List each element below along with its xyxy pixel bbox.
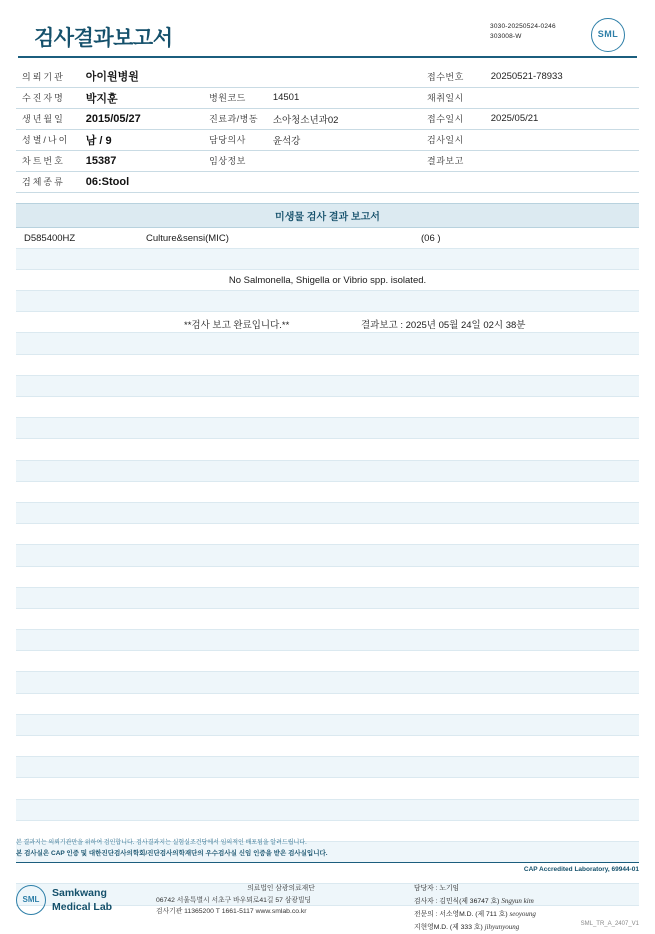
result-row-empty [16, 524, 639, 545]
result-row-empty [16, 715, 639, 736]
section-title-microbiology: 미생물 검사 결과 보고서 [16, 203, 639, 228]
result-row-empty [16, 609, 639, 630]
signature-label-4: 지현영M.D. (제 333 호) [414, 924, 483, 932]
signature-image-2: Sngyun kim [501, 897, 534, 906]
results-list [16, 228, 639, 906]
result-row-empty [16, 333, 639, 354]
label-patient-name: 수진자명 [16, 87, 80, 108]
value-department: 소아청소년과02 [267, 108, 421, 129]
result-row-empty [16, 588, 639, 609]
result-row-spacer-1 [16, 249, 639, 270]
result-row-empty [16, 651, 639, 672]
result-row-empty [16, 757, 639, 778]
value-hospital-code: 14501 [267, 87, 421, 108]
signature-label-2: 검사자 : [414, 898, 438, 906]
result-row-empty [16, 461, 639, 482]
signature-value-2: 김민식(제 36747 호) [439, 898, 500, 906]
label-sex-age: 성별/나이 [16, 129, 80, 150]
value-blank-2 [267, 171, 421, 192]
label-chart-number: 차트번호 [16, 150, 80, 171]
table-row [16, 171, 639, 192]
label-department: 진료과/병동 [203, 108, 267, 129]
result-row-empty [16, 355, 639, 376]
signature-row-3 [414, 908, 639, 921]
result-row-test [16, 228, 639, 249]
document-code-line-1: 3030-20250524-0246 [490, 23, 556, 30]
value-specimen-type: 06:Stool [80, 171, 203, 192]
result-row-empty [16, 800, 639, 821]
value-collection-time [485, 87, 639, 108]
signature-value-3: 서소영M.D. (제 711 호) [439, 911, 508, 919]
value-blank-3 [485, 171, 639, 192]
signature-image-3: seoyoung [509, 910, 536, 919]
label-specimen-type: 검체종류 [16, 171, 80, 192]
table-row [16, 66, 639, 87]
value-result-report [485, 150, 639, 171]
result-test-specimen: (06 ) [421, 232, 441, 244]
table-row [16, 87, 639, 108]
sml-logo-icon-footer [16, 885, 46, 915]
brand-line-2: Medical Lab [52, 900, 113, 913]
result-comment-text: No Salmonella, Shigella or Vibrio spp. isolated. [228, 274, 427, 286]
result-row-empty [16, 736, 639, 757]
sml-logo-icon [565, 18, 625, 48]
footer-logo [16, 881, 156, 917]
cap-accreditation-text: CAP Accredited Laboratory, 69944-01 [523, 866, 639, 874]
result-row-empty [16, 418, 639, 439]
label-blank-1 [203, 66, 267, 87]
label-result-report: 결과보고 [421, 150, 485, 171]
value-receipt-number: 20250521-78933 [485, 66, 639, 87]
result-row-comment [16, 270, 639, 291]
signature-label-3: 전문의 : [414, 911, 438, 919]
table-row [16, 150, 639, 171]
brand-line-1: Samkwang [52, 887, 107, 900]
value-patient-name: 박지훈 [80, 87, 203, 108]
result-row-empty [16, 397, 639, 418]
footer-address-line-2: 06742 서울특별시 서초구 바우뫼로41길 57 삼광빌딩 [156, 896, 312, 904]
footer-address-line-3: 검사기관 11365200 T 1661-5117 www.smlab.co.kr [156, 907, 307, 915]
value-receipt-time: 2025/05/21 [485, 108, 639, 129]
signature-label-1: 담당자 : [414, 885, 438, 893]
value-chart-number: 15387 [80, 150, 203, 171]
result-row-empty [16, 503, 639, 524]
result-report-time: 결과보고 : 2025년 05월 24일 02시 38분 [361, 320, 526, 332]
label-test-time: 검사일시 [421, 129, 485, 150]
signature-row-1 [414, 883, 639, 895]
signature-value-1: 노기임 [439, 885, 460, 893]
result-test-name: Culture&sensi(MIC) [146, 232, 229, 244]
value-institution: 아이원병원 [80, 66, 203, 87]
label-collection-time: 채취일시 [421, 87, 485, 108]
result-row-empty [16, 694, 639, 715]
result-test-code: D585400HZ [24, 232, 76, 244]
report-header [18, 0, 637, 58]
label-clinical-info: 임상정보 [203, 150, 267, 171]
label-blank-2 [203, 171, 267, 192]
label-doctor: 담당의사 [203, 129, 267, 150]
footer-note-2: 본 검사실은 CAP 인증 및 대한진단검사의학회/진단검사의학재단의 우수검사실 신임 인증을 받은 검사실입니다. [16, 849, 639, 863]
result-row-empty [16, 482, 639, 503]
result-row-empty [16, 778, 639, 799]
sml-logo-text-footer: SML [22, 895, 40, 905]
page-title: 검사결과보고서 [34, 27, 173, 50]
label-birthdate: 생년월일 [16, 108, 80, 129]
table-row [16, 108, 639, 129]
table-row [16, 129, 639, 150]
value-test-time [485, 129, 639, 150]
result-row-empty [16, 672, 639, 693]
label-receipt-time: 접수일시 [421, 108, 485, 129]
result-row-empty [16, 439, 639, 460]
value-birthdate: 2015/05/27 [80, 108, 203, 129]
label-institution: 의뢰기관 [16, 66, 80, 87]
document-code-line-2: 303008-W [490, 32, 522, 40]
value-sex-age: 남 / 9 [80, 129, 203, 150]
result-row-spacer-2 [16, 291, 639, 312]
label-hospital-code: 병원코드 [203, 87, 267, 108]
patient-info-table [16, 66, 639, 193]
value-doctor: 윤석강 [267, 129, 421, 150]
sml-logo-text: SML [597, 29, 619, 39]
results-empty-rows [16, 333, 639, 905]
result-row-empty [16, 376, 639, 397]
result-row-empty [16, 545, 639, 566]
result-row-complete [16, 312, 639, 333]
result-complete-note: **검사 보고 완료입니다.** [184, 320, 290, 332]
result-row-empty [16, 630, 639, 651]
result-row-empty [16, 567, 639, 588]
footer-note-1: 본 결과지는 의뢰기관만을 위하여 검인합니다. 검사결과지는 실험실조건당에서 임의적인 배포됨을 알려드립니다. [16, 840, 307, 847]
document-form-id: SML_TR_A_2407_V1 [580, 921, 639, 927]
footer-address-line-1: 의료법인 삼광의료재단 [247, 885, 315, 893]
label-blank-3 [421, 171, 485, 192]
value-blank-1 [267, 66, 421, 87]
label-receipt-number: 접수번호 [421, 66, 485, 87]
signature-row-2 [414, 895, 639, 908]
report-footer [16, 839, 639, 932]
brand-name [52, 887, 112, 913]
value-clinical-info [267, 150, 421, 171]
signature-image-4: jihyunyoung [484, 923, 520, 932]
footer-address [156, 881, 406, 917]
